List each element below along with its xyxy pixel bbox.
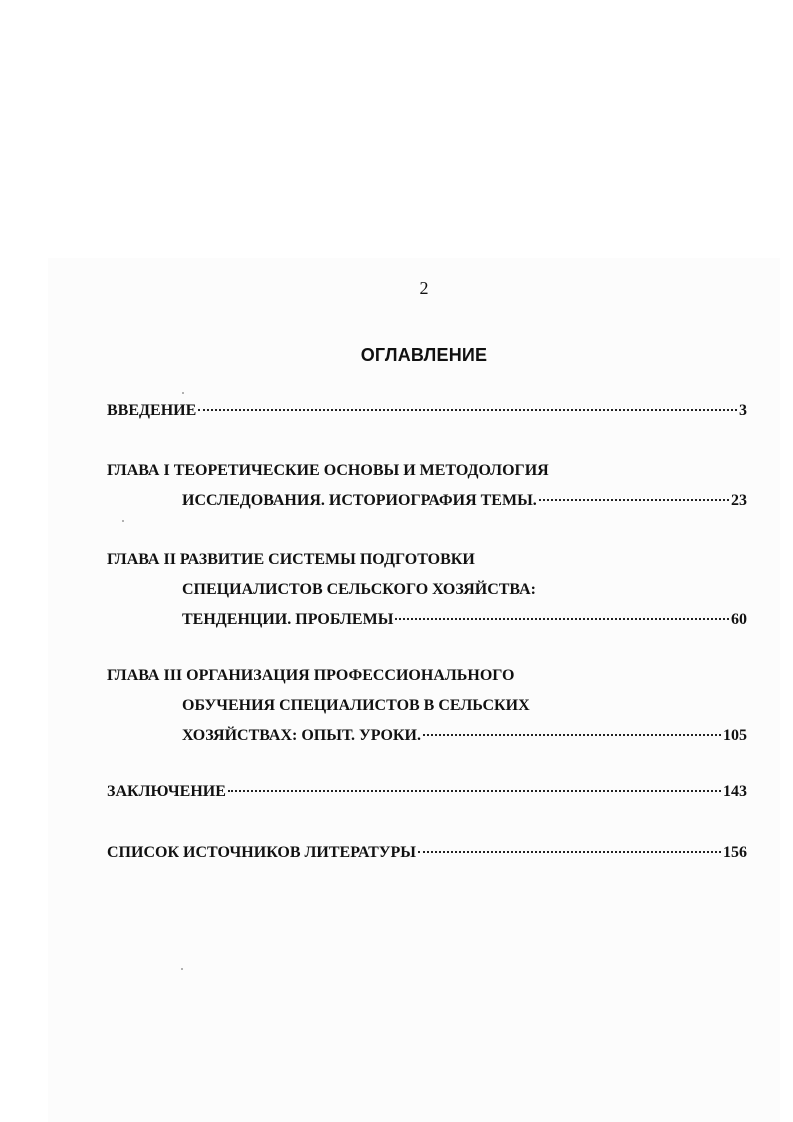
toc-entry-page: 3 bbox=[739, 402, 747, 419]
toc-entry-page: 143 bbox=[723, 783, 747, 800]
dot-leader bbox=[198, 409, 737, 411]
dot-leader bbox=[423, 734, 721, 736]
toc-entry-title-line: ТЕНДЕНЦИИ. ПРОБЛЕМЫ bbox=[182, 611, 394, 628]
toc-entry-title: ВВЕДЕНИЕ bbox=[107, 402, 197, 419]
toc-entry-title: ЗАКЛЮЧЕНИЕ bbox=[107, 783, 226, 800]
scan-speck bbox=[182, 392, 184, 394]
toc-entry-chapter-2 bbox=[107, 545, 747, 635]
toc-entry-page: 105 bbox=[723, 727, 747, 744]
toc-entry-introduction bbox=[107, 396, 747, 426]
dot-leader bbox=[228, 790, 721, 792]
toc-entry-chapter-3 bbox=[107, 661, 747, 751]
toc-entry-title-line: ХОЗЯЙСТВАХ: ОПЫТ. УРОКИ. bbox=[182, 727, 421, 744]
toc-entry-line bbox=[107, 838, 747, 868]
toc-entry-line bbox=[107, 605, 747, 635]
toc-title: ОГЛАВЛЕНИЕ bbox=[360, 345, 488, 365]
toc-entry-title-line: СПЕЦИАЛИСТОВ СЕЛЬСКОГО ХОЗЯЙСТВА: bbox=[182, 581, 536, 598]
toc-entry-line bbox=[107, 486, 747, 516]
toc-entry-chapter-1 bbox=[107, 456, 747, 516]
dot-leader bbox=[418, 851, 721, 853]
scan-speck bbox=[181, 968, 183, 970]
toc-entry-page: 60 bbox=[731, 611, 747, 628]
page-number: 2 bbox=[419, 278, 429, 298]
toc-entry-title-line: ГЛАВА I ТЕОРЕТИЧЕСКИЕ ОСНОВЫ И МЕТОДОЛОГИЯ bbox=[107, 462, 549, 479]
toc-entry-page: 156 bbox=[723, 844, 747, 861]
toc-entry-title-line: ГЛАВА II РАЗВИТИЕ СИСТЕМЫ ПОДГОТОВКИ bbox=[107, 551, 475, 568]
toc-entry-line bbox=[107, 777, 747, 807]
toc-entry-line bbox=[107, 396, 747, 426]
dot-leader bbox=[395, 618, 729, 620]
toc-entry-sources bbox=[107, 838, 747, 868]
toc-entry-line bbox=[107, 721, 747, 751]
toc-entry-title-line: ГЛАВА III ОРГАНИЗАЦИЯ ПРОФЕССИОНАЛЬНОГО bbox=[107, 667, 515, 684]
dot-leader bbox=[539, 499, 729, 501]
toc-entry-page: 23 bbox=[731, 492, 747, 509]
scan-speck bbox=[122, 520, 124, 522]
toc-entry-conclusion bbox=[107, 777, 747, 807]
toc-entry-title-line: ОБУЧЕНИЯ СПЕЦИАЛИСТОВ В СЕЛЬСКИХ bbox=[182, 697, 530, 714]
toc-entry-title-line: ИССЛЕДОВАНИЯ. ИСТОРИОГРАФИЯ ТЕМЫ. bbox=[182, 492, 537, 509]
toc-entry-title: СПИСОК ИСТОЧНИКОВ ЛИТЕРАТУРЫ bbox=[107, 844, 416, 861]
